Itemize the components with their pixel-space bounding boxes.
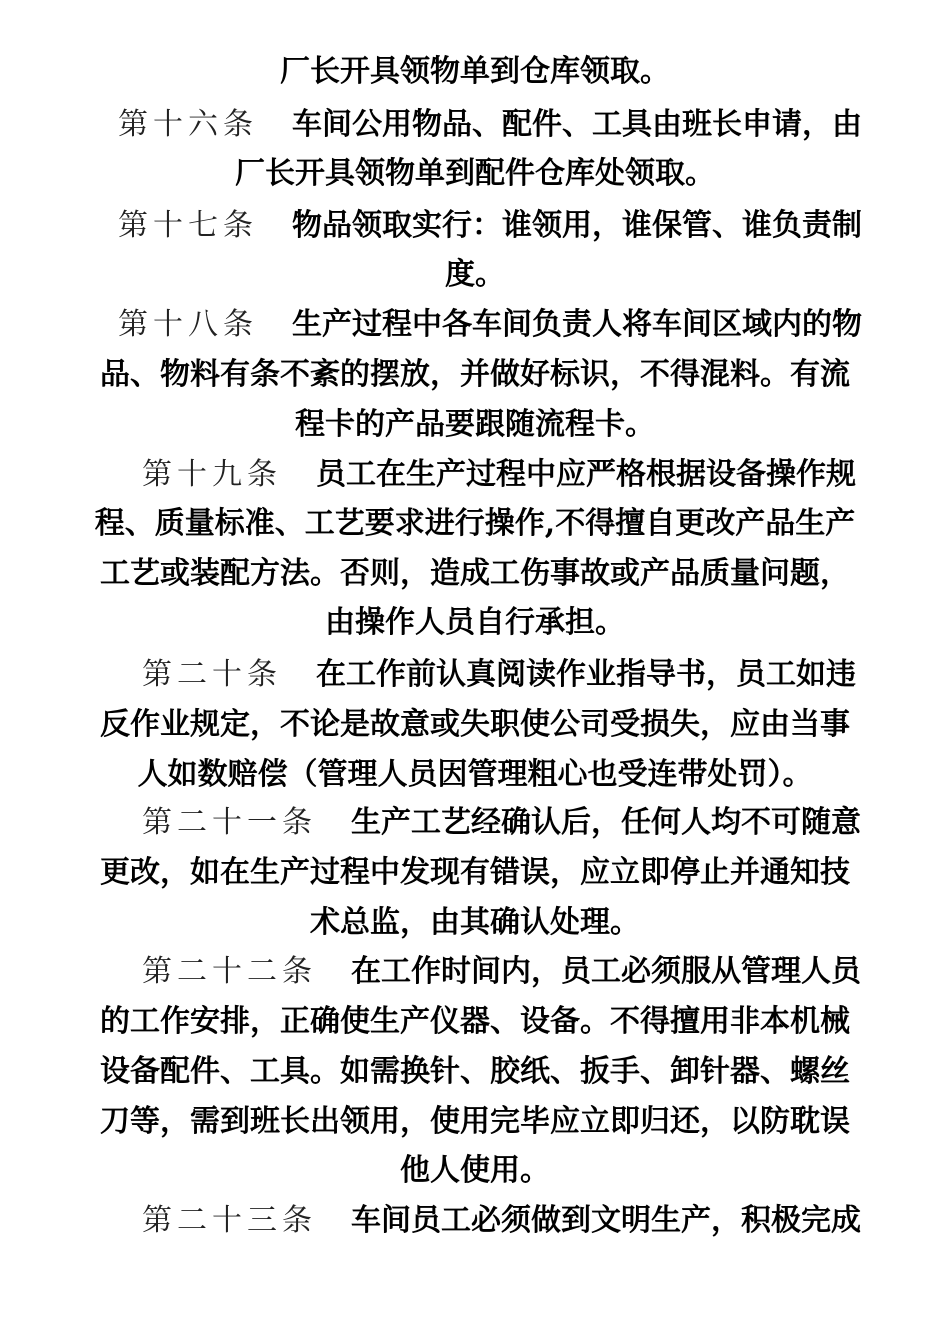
article-number: 第十八条 <box>118 307 258 342</box>
article-text: 厂长开具领物单到配件仓库处领取。 <box>235 156 715 191</box>
text-line <box>0 750 950 800</box>
article-number: 第二十条 <box>142 657 282 692</box>
article-16-heading-line <box>118 100 918 150</box>
article-text: 刀等，需到班长出领用，使用完毕应立即归还，以防耽误 <box>100 1104 850 1139</box>
article-text: 度。 <box>445 257 505 292</box>
article-number: 第二十二条 <box>142 954 317 989</box>
article-text: 设备配件、工具。如需换针、胶纸、扳手、卸针器、螺丝 <box>100 1054 850 1089</box>
article-text: 在工作前认真阅读作业指导书，员工如违 <box>316 657 856 692</box>
article-text: 反作业规定，不论是故意或失职使公司受损失，应由当事 <box>100 707 850 742</box>
text-line <box>0 598 950 648</box>
article-text: 他人使用。 <box>400 1153 550 1188</box>
article-18-heading-line <box>118 300 918 350</box>
article-text: 车间公用物品、配件、工具由班长申请，由 <box>292 107 862 142</box>
article-text: 程卡的产品要跟随流程卡。 <box>295 407 655 442</box>
article-21-heading-line <box>142 798 932 848</box>
text-line <box>0 1047 950 1097</box>
article-17-heading-line <box>118 201 918 251</box>
article-23-heading-line <box>142 1196 932 1246</box>
text-line <box>0 499 950 549</box>
article-number: 第十七条 <box>118 208 258 243</box>
text-line <box>0 700 950 750</box>
article-number: 第二十一条 <box>142 805 317 840</box>
article-19-heading-line <box>142 450 932 500</box>
article-20-heading-line <box>142 650 932 700</box>
text-line <box>0 898 950 948</box>
article-number: 第十九条 <box>142 457 282 492</box>
article-text: 员工在生产过程中应严格根据设备操作规 <box>316 457 856 492</box>
article-text: 物品领取实行：谁领用，谁保管、谁负责制 <box>292 208 862 243</box>
article-text: 工艺或装配方法。否则，造成工伤事故或产品质量问题， <box>100 556 850 591</box>
continuation-text: 厂长开具领物单到仓库领取。 <box>280 54 670 89</box>
article-text: 生产工艺经确认后，任何人均不可随意 <box>351 805 861 840</box>
article-text: 品、物料有条不紊的摆放，并做好标识，不得混料。有流 <box>100 357 850 392</box>
article-number: 第十六条 <box>118 107 258 142</box>
article-22-heading-line <box>142 947 932 997</box>
text-line <box>0 1097 950 1147</box>
text-line <box>0 350 950 400</box>
article-text: 的工作安排，正确使生产仪器、设备。不得擅用非本机械 <box>100 1004 850 1039</box>
text-line <box>0 47 950 97</box>
text-line <box>0 250 950 300</box>
article-text: 生产过程中各车间负责人将车间区域内的物 <box>292 307 862 342</box>
article-text: 人如数赔偿（管理人员因管理粗心也受连带处罚）。 <box>137 757 813 792</box>
text-line <box>0 1146 950 1196</box>
text-line <box>0 997 950 1047</box>
text-line <box>0 400 950 450</box>
article-text: 在工作时间内，员工必须服从管理人员 <box>351 954 861 989</box>
article-text: 更改，如在生产过程中发现有错误，应立即停止并通知技 <box>100 855 850 890</box>
text-line <box>0 149 950 199</box>
article-number: 第二十三条 <box>142 1203 317 1238</box>
text-line <box>0 549 950 599</box>
article-text: 车间员工必须做到文明生产，积极完成 <box>351 1203 861 1238</box>
article-text: 术总监，由其确认处理。 <box>310 905 640 940</box>
text-line <box>0 848 950 898</box>
article-text: 由操作人员自行承担。 <box>325 605 625 640</box>
article-text: 程、质量标准、工艺要求进行操作,不得擅自更改产品生产 <box>94 506 856 541</box>
